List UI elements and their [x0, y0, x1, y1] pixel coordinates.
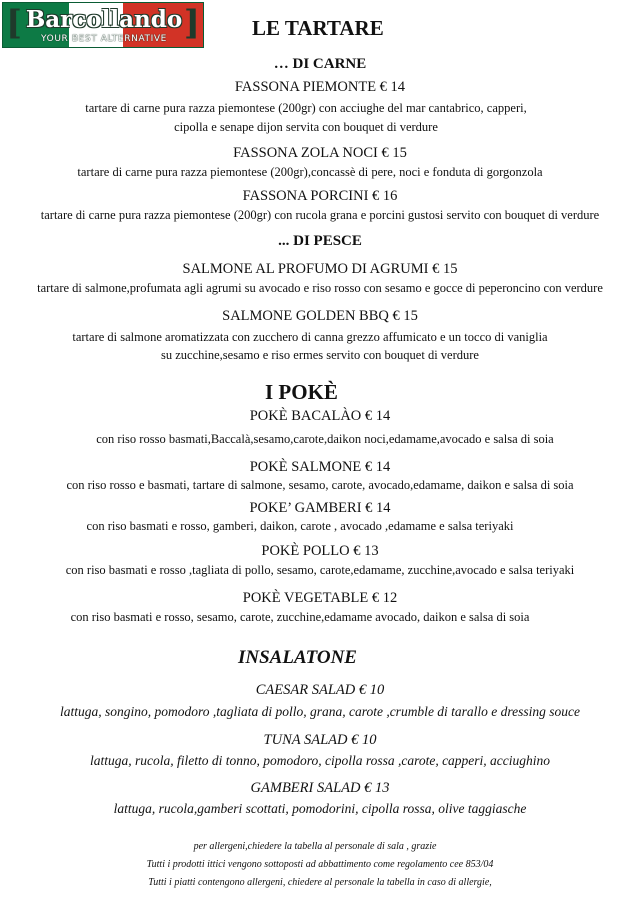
menu-item-name: SALMONE GOLDEN BBQ € 15	[222, 308, 418, 324]
menu-item-name: POKÈ SALMONE € 14	[249, 459, 391, 475]
menu-item-desc: cipolla e senape dijon servita con bouquet di verdure	[174, 120, 438, 134]
section-title-insalatone: INSALATONE	[238, 647, 357, 668]
menu-item-desc: con riso basmati e rosso, gamberi, daikon, carote , avocado ,edamame e salsa teriyaki	[86, 519, 514, 533]
brand-logo	[2, 2, 204, 48]
section-title-poke: I POKÈ	[265, 380, 338, 404]
menu-item-name: POKÈ BACALÀO € 14	[249, 408, 391, 424]
subsection-heading-pesce: ... DI PESCE	[278, 233, 362, 249]
menu-item-desc: su zucchine,sesamo e riso ermes servito con bouquet di verdure	[161, 348, 479, 362]
menu-item-desc: tartare di carne pura razza piemontese (200gr),concassè di pere, noci e fonduta di gorgonzola	[77, 165, 543, 179]
menu-item-name: POKE’ GAMBERI € 14	[249, 500, 391, 516]
menu-item-name: CAESAR SALAD € 10	[255, 682, 385, 698]
menu-item-name: FASSONA ZOLA NOCI € 15	[233, 145, 407, 161]
menu-item-name: SALMONE AL PROFUMO DI AGRUMI € 15	[182, 261, 458, 277]
logo-bracket-left: [	[6, 3, 23, 43]
menu-item-desc: con riso basmati e rosso ,tagliata di pollo, sesamo, carote,edamame, zucchine,avocado e salsa teriyaki	[65, 563, 575, 577]
menu-item-name: POKÈ POLLO € 13	[261, 543, 379, 559]
menu-item-desc: con riso rosso basmati,Baccalà,sesamo,carote,daikon noci,edamame,avocado e salsa di soia	[96, 432, 554, 446]
menu-item-name: TUNA SALAD € 10	[263, 732, 377, 748]
subsection-heading-carne: … DI CARNE	[273, 56, 367, 72]
logo-bracket-right: ]	[183, 3, 200, 43]
footer-note-allergens: per allergeni,chiedere la tabella al personale di sala , grazie	[193, 841, 437, 852]
menu-item-desc: con riso basmati e rosso, sesamo, carote, zucchine,edamame avocado, daikon e salsa di soia	[70, 610, 530, 624]
menu-item-desc: lattuga, songino, pomodoro ,tagliata di pollo, grana, carote ,crumble di tarallo e dressing souce	[59, 704, 581, 719]
menu-item-name: POKÈ VEGETABLE € 12	[242, 590, 398, 606]
footer-note-dishes: Tutti i piatti contengono allergeni, chiedere al personale la tabella in caso di allergie,	[148, 877, 492, 888]
logo-tagline: YOUR BEST ALTERNATIVE	[41, 34, 167, 44]
menu-item-name: GAMBERI SALAD € 13	[250, 780, 390, 796]
menu-item-desc: con riso rosso e basmati, tartare di salmone, sesamo, carote, avocado,edamame, daikon e salsa di soia	[66, 478, 574, 492]
menu-item-desc: lattuga, rucola, filetto di tonno, pomodoro, cipolla rossa ,carote, capperi, acciughino	[89, 753, 551, 768]
menu-item-desc: tartare di salmone aromatizzata con zucchero di canna grezzo affumicato e un tocco di vaniglia	[72, 330, 548, 344]
menu-item-desc: tartare di carne pura razza piemontese (200gr) con rucola grana e porcini gustosi servito con bouquet di verdure	[40, 208, 600, 222]
logo-name: Barcollando	[25, 6, 183, 33]
menu-item-desc: lattuga, rucola,gamberi scottati, pomodorini, cipolla rossa, olive taggiasche	[113, 801, 527, 816]
menu-item-desc: tartare di salmone,profumata agli agrumi su avocado e riso rosso con sesamo e gocce di peperoncino con verdure	[37, 281, 603, 295]
section-title-tartare: LE TARTARE	[252, 16, 384, 40]
menu-item-name: FASSONA PIEMONTE € 14	[234, 79, 406, 95]
menu-item-name: FASSONA PORCINI € 16	[242, 188, 398, 204]
menu-item-desc: tartare di carne pura razza piemontese (200gr) con acciughe del mar cantabrico, capperi,	[85, 101, 527, 115]
footer-note-fish: Tutti i prodotti ittici vengono sottoposti ad abbattimento come regolamento cee 853/04	[146, 859, 494, 870]
